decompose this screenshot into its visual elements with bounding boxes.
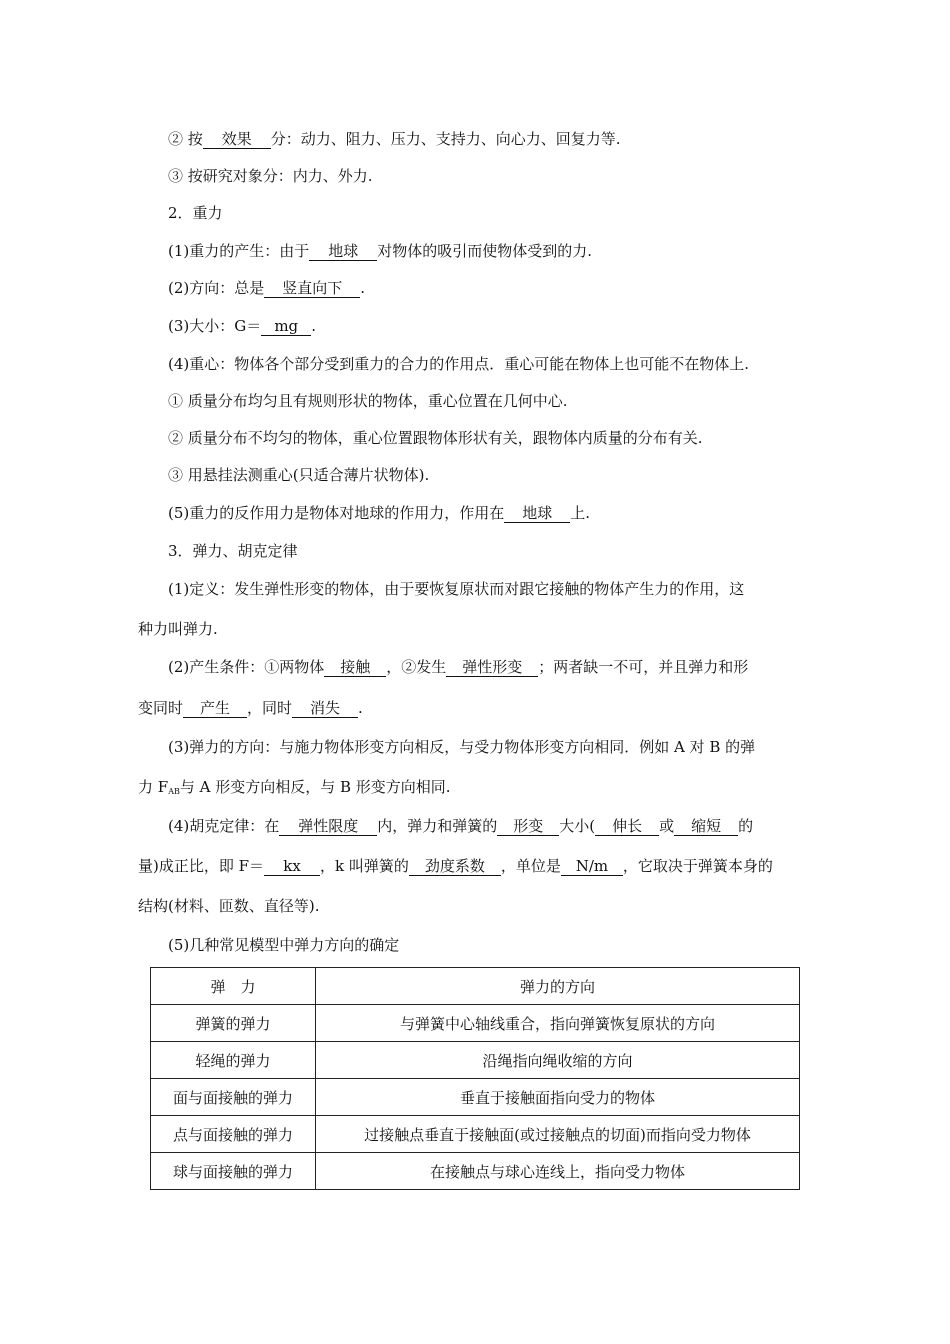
gravity-origin: (1)重力的产生：由于 地球 对物体的吸引而使物体受到的力.	[168, 242, 593, 260]
table-header-cell: 弹 力	[151, 968, 316, 1005]
table-cell: 过接触点垂直于接触面(或过接触点的切面)而指向受力物体	[316, 1116, 800, 1153]
blank-answer: kx	[264, 857, 320, 876]
elastic-definition: (1)定义：发生弹性形变的物体，由于要恢复原状而对跟它接触的物体产生力的作用，这	[168, 580, 745, 598]
table-cell: 与弹簧中心轴线重合，指向弹簧恢复原状的方向	[316, 1005, 800, 1042]
blank-answer: 消失	[292, 699, 358, 718]
elastic-direction: (3)弹力的方向：与施力物体形变方向相反，与受力物体形变方向相同．例如 A 对 B 的弹	[168, 738, 756, 756]
elastic-direction-cont: 力 $F_{AB}$与 A 形变方向相反，与 B 形变方向相同.	[138, 778, 451, 796]
model-directions-heading: (5)几种常见模型中弹力方向的确定	[168, 936, 400, 954]
blank-answer: 接触	[324, 658, 386, 677]
blank-answer: 弹性限度	[279, 817, 377, 836]
section-heading-elastic: 3．弹力、胡克定律	[168, 542, 298, 560]
elastic-conditions-cont: 变同时 产生 ，同时 消失 .	[138, 699, 363, 717]
classification-by-effect: ② 按 效果 分：动力、阻力、压力、支持力、向心力、回复力等.	[168, 130, 621, 148]
center-of-gravity-uniform: ① 质量分布均匀且有规则形状的物体，重心位置在几何中心.	[168, 392, 568, 410]
elastic-definition-cont: 种力叫弹力.	[138, 620, 218, 638]
classification-by-object: ③ 按研究对象分：内力、外力.	[168, 167, 373, 185]
blank-answer: 效果	[203, 130, 271, 149]
blank-answer: N/m	[561, 857, 623, 876]
section-heading-gravity: 2．重力	[168, 204, 223, 222]
table-header-row	[151, 968, 800, 1005]
table-cell: 在接触点与球心连线上，指向受力物体	[316, 1153, 800, 1190]
blank-answer: 地球	[504, 504, 570, 523]
center-of-gravity-nonuniform: ② 质量分布不均匀的物体，重心位置跟物体形状有关，跟物体内质量的分布有关.	[168, 429, 703, 447]
table-cell: 弹簧的弹力	[151, 1005, 316, 1042]
blank-answer: 伸长	[595, 817, 659, 836]
blank-answer: 缩短	[674, 817, 738, 836]
center-of-gravity: (4)重心：物体各个部分受到重力的合力的作用点．重心可能在物体上也可能不在物体上.	[168, 355, 750, 373]
table-row	[151, 1116, 800, 1153]
table-cell: 点与面接触的弹力	[151, 1116, 316, 1153]
table-cell: 沿绳指向绳收缩的方向	[316, 1042, 800, 1079]
hookes-law-cont: 量)成正比，即 F＝ kx ，k 叫弹簧的 劲度系数 ，单位是 N/m ，它取决于弹簧本身的	[138, 857, 773, 875]
blank-answer: 竖直向下	[264, 279, 360, 298]
elastic-conditions: (2)产生条件：①两物体 接触 ，②发生 弹性形变 ；两者缺一不可，并且弹力和形	[168, 658, 749, 676]
gravity-reaction: (5)重力的反作用力是物体对地球的作用力，作用在 地球 上.	[168, 504, 591, 522]
hookes-law: (4)胡克定律：在 弹性限度 内，弹力和弹簧的 形变 大小( 伸长 或 缩短 的	[168, 817, 754, 835]
table-header-cell: 弹力的方向	[316, 968, 800, 1005]
table-row	[151, 1079, 800, 1116]
blank-answer: mg	[261, 317, 311, 336]
table-row	[151, 1153, 800, 1190]
table-cell: 垂直于接触面指向受力的物体	[316, 1079, 800, 1116]
blank-answer: 劲度系数	[409, 857, 501, 876]
blank-answer: 地球	[309, 242, 377, 261]
blank-answer: 弹性形变	[446, 658, 538, 677]
blank-answer: 形变	[497, 817, 559, 836]
table-row	[151, 1005, 800, 1042]
elastic-direction-table	[150, 967, 800, 1190]
gravity-direction: (2)方向：总是 竖直向下 .	[168, 279, 366, 297]
table-cell: 面与面接触的弹力	[151, 1079, 316, 1116]
table-cell: 轻绳的弹力	[151, 1042, 316, 1079]
table-cell: 球与面接触的弹力	[151, 1153, 316, 1190]
table-row	[151, 1042, 800, 1079]
hookes-law-cont2: 结构(材料、匝数、直径等).	[138, 897, 320, 915]
center-of-gravity-suspension: ③ 用悬挂法测重心(只适合薄片状物体).	[168, 466, 430, 484]
blank-answer: 产生	[183, 699, 247, 718]
gravity-magnitude: (3)大小：G＝ mg .	[168, 317, 317, 335]
